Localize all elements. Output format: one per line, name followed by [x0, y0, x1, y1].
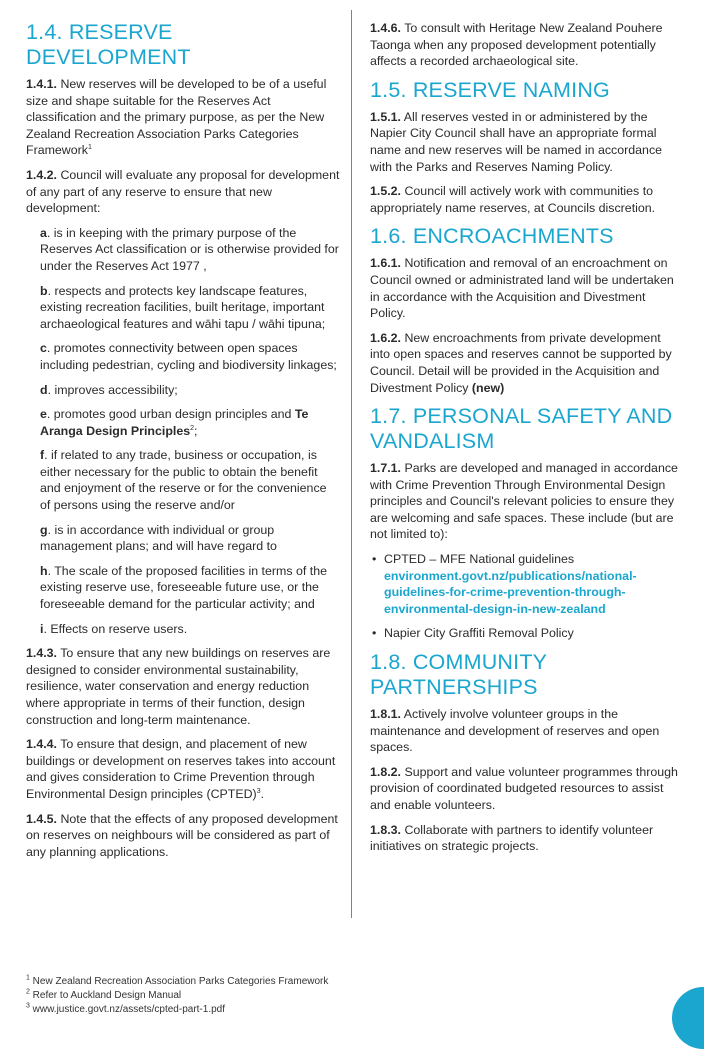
bullet-icon: •	[372, 626, 377, 641]
paragraph-1-6-2: 1.6.2. New encroachments from private development into open spaces and reserves cannot be supported by Council. Detail will be provided in the Acquisition and Divestment Policy (new)	[370, 330, 672, 395]
bullet-item-cpted: • CPTED – MFE National guidelines environment.govt.nz/publications/national-guidelines-for-crime-prevention-through-environmental-design-in-new-zealand	[372, 552, 637, 616]
list-item-e: e. promotes good urban design principles and Te Aranga Design Principles$^2$;	[40, 407, 309, 438]
list-item-a: a. is in keeping with the primary purpose of the Reserves Act classification or is otherwise provided for under the Reserves Act 1977 ,	[40, 225, 339, 273]
section-heading-1-8: 1.8. COMMUNITY PARTNERSHIPS	[370, 650, 547, 700]
bullet-icon: •	[372, 552, 377, 567]
paragraph-1-4-4: 1.4.4. To ensure that design, and placement of new buildings or development on reserves takes into account and gives consideration to Crime Prevention through Environmental Design principles (CPTED)$^3$.	[26, 737, 336, 801]
bullet-list	[370, 551, 682, 642]
footnote-1: $^1$ New Zealand Recreation Association Parks Categories Framework	[26, 974, 329, 987]
paragraph-1-4-1: 1.4.1. New reserves will be developed to be of a useful size and shape suitable for the Reserves Act classification and the primary purpose, as per the New Zealand Recreation Association Parks Categories Framework$^1$	[26, 77, 327, 158]
list-item-b: b. respects and protects key landscape features, existing recreation facilities, built heritage, important archaeological features and wāhi tapu / wāhi tipuna;	[40, 283, 326, 331]
list-item-d: d. improves accessibility;	[40, 382, 178, 397]
list-item-h: h. The scale of the proposed facilities in terms of the existing reserve use, foreseeable future use, or the foreseeable demand for the particular activity; and	[40, 563, 327, 612]
cpted-guidelines-link[interactable]: environment.govt.nz/publications/national-guidelines-for-crime-prevention-through-environmental-design-in-new-zealand	[384, 568, 637, 616]
paragraph-1-5-1: 1.5.1. All reserves vested in or administered by the Napier City Council shall have an appropriate formal name and new reserves will be named in accordance with the Parks and Reserves Naming Policy.	[370, 109, 663, 174]
list-item-c: c. promotes connectivity between open spaces including pedestrian, cycling and biodiversity linkages;	[40, 341, 337, 372]
list-item-g: g. is in accordance with individual or group management plans; and will have regard to	[40, 522, 277, 554]
section-heading-1-6: 1.6. ENCROACHMENTS	[370, 224, 614, 249]
list-item-i: i. Effects on reserve users.	[40, 621, 188, 636]
te-aranga-link[interactable]: Te Aranga Design Principles	[40, 407, 309, 438]
section-heading-1-5: 1.5. RESERVE NAMING	[370, 77, 610, 102]
right-column	[370, 20, 682, 863]
section-heading-1-7: 1.7. PERSONAL SAFETY AND VANDALISM	[370, 404, 673, 454]
paragraph-1-8-2: 1.8.2. Support and value volunteer programmes through provision of coordinated budgeted resources to assist and enable volunteers.	[370, 764, 678, 812]
footnote-3: $^3$ www.justice.govt.nz/assets/cpted-part-1.pdf	[26, 1002, 225, 1015]
paragraph-1-8-1: 1.8.1. Actively involve volunteer groups in the maintenance and development of reserves and open spaces.	[370, 707, 660, 755]
left-column	[26, 20, 340, 868]
page-corner-decoration	[672, 987, 704, 1049]
paragraph-1-4-2: 1.4.2. Council will evaluate any proposal for development of any part of any reserve to ensure that new development:	[26, 167, 340, 216]
paragraph-1-4-5: 1.4.5. Note that the effects of any proposed development on reserves on neighbours will be considered as part of any planning applications.	[26, 811, 338, 859]
bullet-item-graffiti: • Napier City Graffiti Removal Policy	[372, 626, 574, 641]
section-heading-1-4: 1.4. RESERVE DEVELOPMENT	[26, 20, 191, 69]
paragraph-1-7-1: 1.7.1. Parks are developed and managed in accordance with Crime Prevention Through Environmental Design principles and Council's relevant policies to ensure they are welcoming and safe spaces. These include (but are not limited to):	[370, 461, 678, 542]
footnote-2: $^2$ Refer to Auckland Design Manual	[26, 988, 182, 1001]
paragraph-1-4-3: 1.4.3. To ensure that any new buildings on reserves are designed to consider environmental sustainability, resilience, water conservation and energy reduction where appropriate in terms of their function, design construction and long-term maintenance.	[26, 646, 331, 727]
paragraph-1-8-3: 1.8.3. Collaborate with partners to identify volunteer initiatives on strategic projects.	[370, 822, 654, 854]
footnotes	[26, 975, 446, 1017]
list-item-f: f. if related to any trade, business or occupation, is either necessary for the public to obtain the benefit and enjoyment of the reserve or for the convenience of persons using the reserve and/or	[40, 448, 327, 513]
column-divider	[351, 10, 352, 918]
paragraph-1-5-2: 1.5.2. Council will actively work with communities to appropriately name reserves, at Councils discretion.	[370, 184, 656, 215]
paragraph-1-4-6: 1.4.6. To consult with Heritage New Zealand Pouhere Taonga when any proposed development potentially affects a recorded archaeological site.	[370, 21, 663, 69]
paragraph-1-6-1: 1.6.1. Notification and removal of an encroachment on Council owned or administrated land will be undertaken in accordance with the Acquisition and Divestment Policy.	[370, 256, 674, 321]
